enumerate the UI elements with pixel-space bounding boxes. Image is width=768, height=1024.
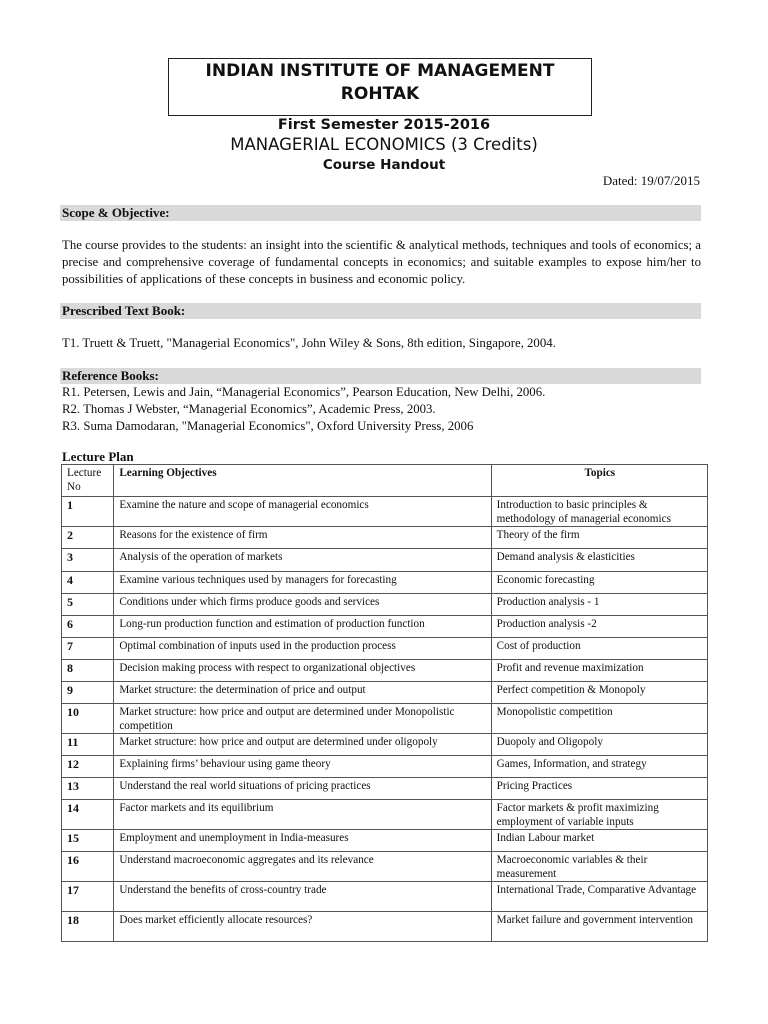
table-row	[62, 734, 708, 756]
reference-r1: R1. Petersen, Lewis and Jain, “Managerial Economics”, Pearson Education, New Delhi, 2006.	[62, 385, 546, 399]
learning-objective-cell: Understand the benefits of cross-country trade	[114, 882, 491, 912]
lecture-number-cell: 9	[62, 682, 114, 704]
table-row	[62, 616, 708, 638]
lecture-number-cell: 6	[62, 616, 114, 638]
semester-line: First Semester 2015-2016	[277, 117, 491, 133]
lecture-number-cell: 16	[62, 852, 114, 882]
topic-cell: Macroeconomic variables & their measurement	[491, 852, 707, 882]
reference-heading: Reference Books:	[60, 368, 701, 384]
topic-cell: Demand analysis & elasticities	[491, 549, 707, 572]
col-header-objectives: Learning Objectives	[114, 465, 491, 497]
learning-objective-cell: Market structure: how price and output are determined under oligopoly	[114, 734, 491, 756]
learning-objective-cell: Reasons for the existence of firm	[114, 527, 491, 549]
scope-heading: Scope & Objective:	[60, 205, 701, 221]
lecture-number-cell: 5	[62, 594, 114, 616]
learning-objective-cell: Market structure: how price and output are determined under Monopolistic competition	[114, 704, 491, 734]
table-row	[62, 852, 708, 882]
lecture-number-cell: 13	[62, 778, 114, 800]
date-line: Dated: 19/07/2015	[602, 173, 700, 188]
table-row	[62, 830, 708, 852]
topic-cell: Theory of the firm	[491, 527, 707, 549]
table-row	[62, 497, 708, 527]
col-header-topics: Topics	[491, 465, 707, 497]
table-row	[62, 800, 708, 830]
table-row	[62, 594, 708, 616]
institute-title-box	[168, 58, 592, 116]
learning-objective-cell: Examine the nature and scope of managerial economics	[114, 497, 491, 527]
lecture-number-cell: 11	[62, 734, 114, 756]
topic-cell: International Trade, Comparative Advantage	[491, 882, 707, 912]
lecture-number-cell: 1	[62, 497, 114, 527]
topic-cell: Production analysis -2	[491, 616, 707, 638]
col-header-lecture-no: Lecture No	[62, 465, 114, 497]
table-row	[62, 549, 708, 572]
learning-objective-cell: Conditions under which firms produce goods and services	[114, 594, 491, 616]
textbook-t1: T1. Truett & Truett, "Managerial Economics", John Wiley & Sons, 8th edition, Singapore, 2004.	[62, 336, 556, 350]
lecture-number-cell: 18	[62, 912, 114, 942]
topic-cell: Market failure and government intervention	[491, 912, 707, 942]
table-row	[62, 572, 708, 594]
table-row	[62, 704, 708, 734]
topic-cell: Indian Labour market	[491, 830, 707, 852]
table-row	[62, 912, 708, 942]
table-row	[62, 778, 708, 800]
learning-objective-cell: Understand the real world situations of pricing practices	[114, 778, 491, 800]
course-title: MANAGERIAL ECONOMICS (3 Credits)	[230, 135, 538, 154]
lecture-number-cell: 10	[62, 704, 114, 734]
lecture-number-cell: 3	[62, 549, 114, 572]
learning-objective-cell: Understand macroeconomic aggregates and its relevance	[114, 852, 491, 882]
table-row	[62, 882, 708, 912]
lecture-number-cell: 2	[62, 527, 114, 549]
topic-cell: Monopolistic competition	[491, 704, 707, 734]
topic-cell: Introduction to basic principles & methodology of managerial economics	[491, 497, 707, 527]
table-row	[62, 682, 708, 704]
topic-cell: Duopoly and Oligopoly	[491, 734, 707, 756]
topic-cell: Economic forecasting	[491, 572, 707, 594]
learning-objective-cell: Optimal combination of inputs used in the production process	[114, 638, 491, 660]
reference-r2: R2. Thomas J Webster, “Managerial Economics”, Academic Press, 2003.	[62, 402, 436, 416]
institute-location: ROHTAK	[340, 84, 420, 104]
learning-objective-cell: Decision making process with respect to organizational objectives	[114, 660, 491, 682]
learning-objective-cell: Analysis of the operation of markets	[114, 549, 491, 572]
lecture-number-cell: 4	[62, 572, 114, 594]
lecture-number-cell: 15	[62, 830, 114, 852]
learning-objective-cell: Does market efficiently allocate resources?	[114, 912, 491, 942]
learning-objective-cell: Market structure: the determination of price and output	[114, 682, 491, 704]
topic-cell: Games, Information, and strategy	[491, 756, 707, 778]
table-header-row	[62, 465, 708, 497]
topic-cell: Production analysis - 1	[491, 594, 707, 616]
learning-objective-cell: Employment and unemployment in India-measures	[114, 830, 491, 852]
scope-text: The course provides to the students: an insight into the scientific & analytical methods, techniques and tools of economics; a precise and comprehensive coverage of fundamental concepts in economics; and suitable examples to expose him/her to possibilities of applications of these concepts in business and economic policy.	[62, 238, 701, 286]
topic-cell: Profit and revenue maximization	[491, 660, 707, 682]
lecture-number-cell: 14	[62, 800, 114, 830]
table-row	[62, 660, 708, 682]
lecture-plan-table	[61, 464, 708, 942]
learning-objective-cell: Explaining firms’ behaviour using game theory	[114, 756, 491, 778]
table-row	[62, 527, 708, 549]
topic-cell: Pricing Practices	[491, 778, 707, 800]
lecture-plan-heading: Lecture Plan	[62, 449, 134, 464]
learning-objective-cell: Examine various techniques used by managers for forecasting	[114, 572, 491, 594]
lecture-number-cell: 7	[62, 638, 114, 660]
lecture-number-cell: 12	[62, 756, 114, 778]
lecture-number-cell: 8	[62, 660, 114, 682]
table-row	[62, 756, 708, 778]
textbook-heading: Prescribed Text Book:	[60, 303, 701, 319]
table-row	[62, 638, 708, 660]
institute-name: INDIAN INSTITUTE OF MANAGEMENT	[205, 61, 555, 81]
learning-objective-cell: Long-run production function and estimation of production function	[114, 616, 491, 638]
reference-r3: R3. Suma Damodaran, "Managerial Economics", Oxford University Press, 2006	[62, 419, 474, 433]
learning-objective-cell: Factor markets and its equilibrium	[114, 800, 491, 830]
lecture-number-cell: 17	[62, 882, 114, 912]
document-type: Course Handout	[322, 157, 446, 173]
topic-cell: Factor markets & profit maximizing employment of variable inputs	[491, 800, 707, 830]
topic-cell: Cost of production	[491, 638, 707, 660]
topic-cell: Perfect competition & Monopoly	[491, 682, 707, 704]
